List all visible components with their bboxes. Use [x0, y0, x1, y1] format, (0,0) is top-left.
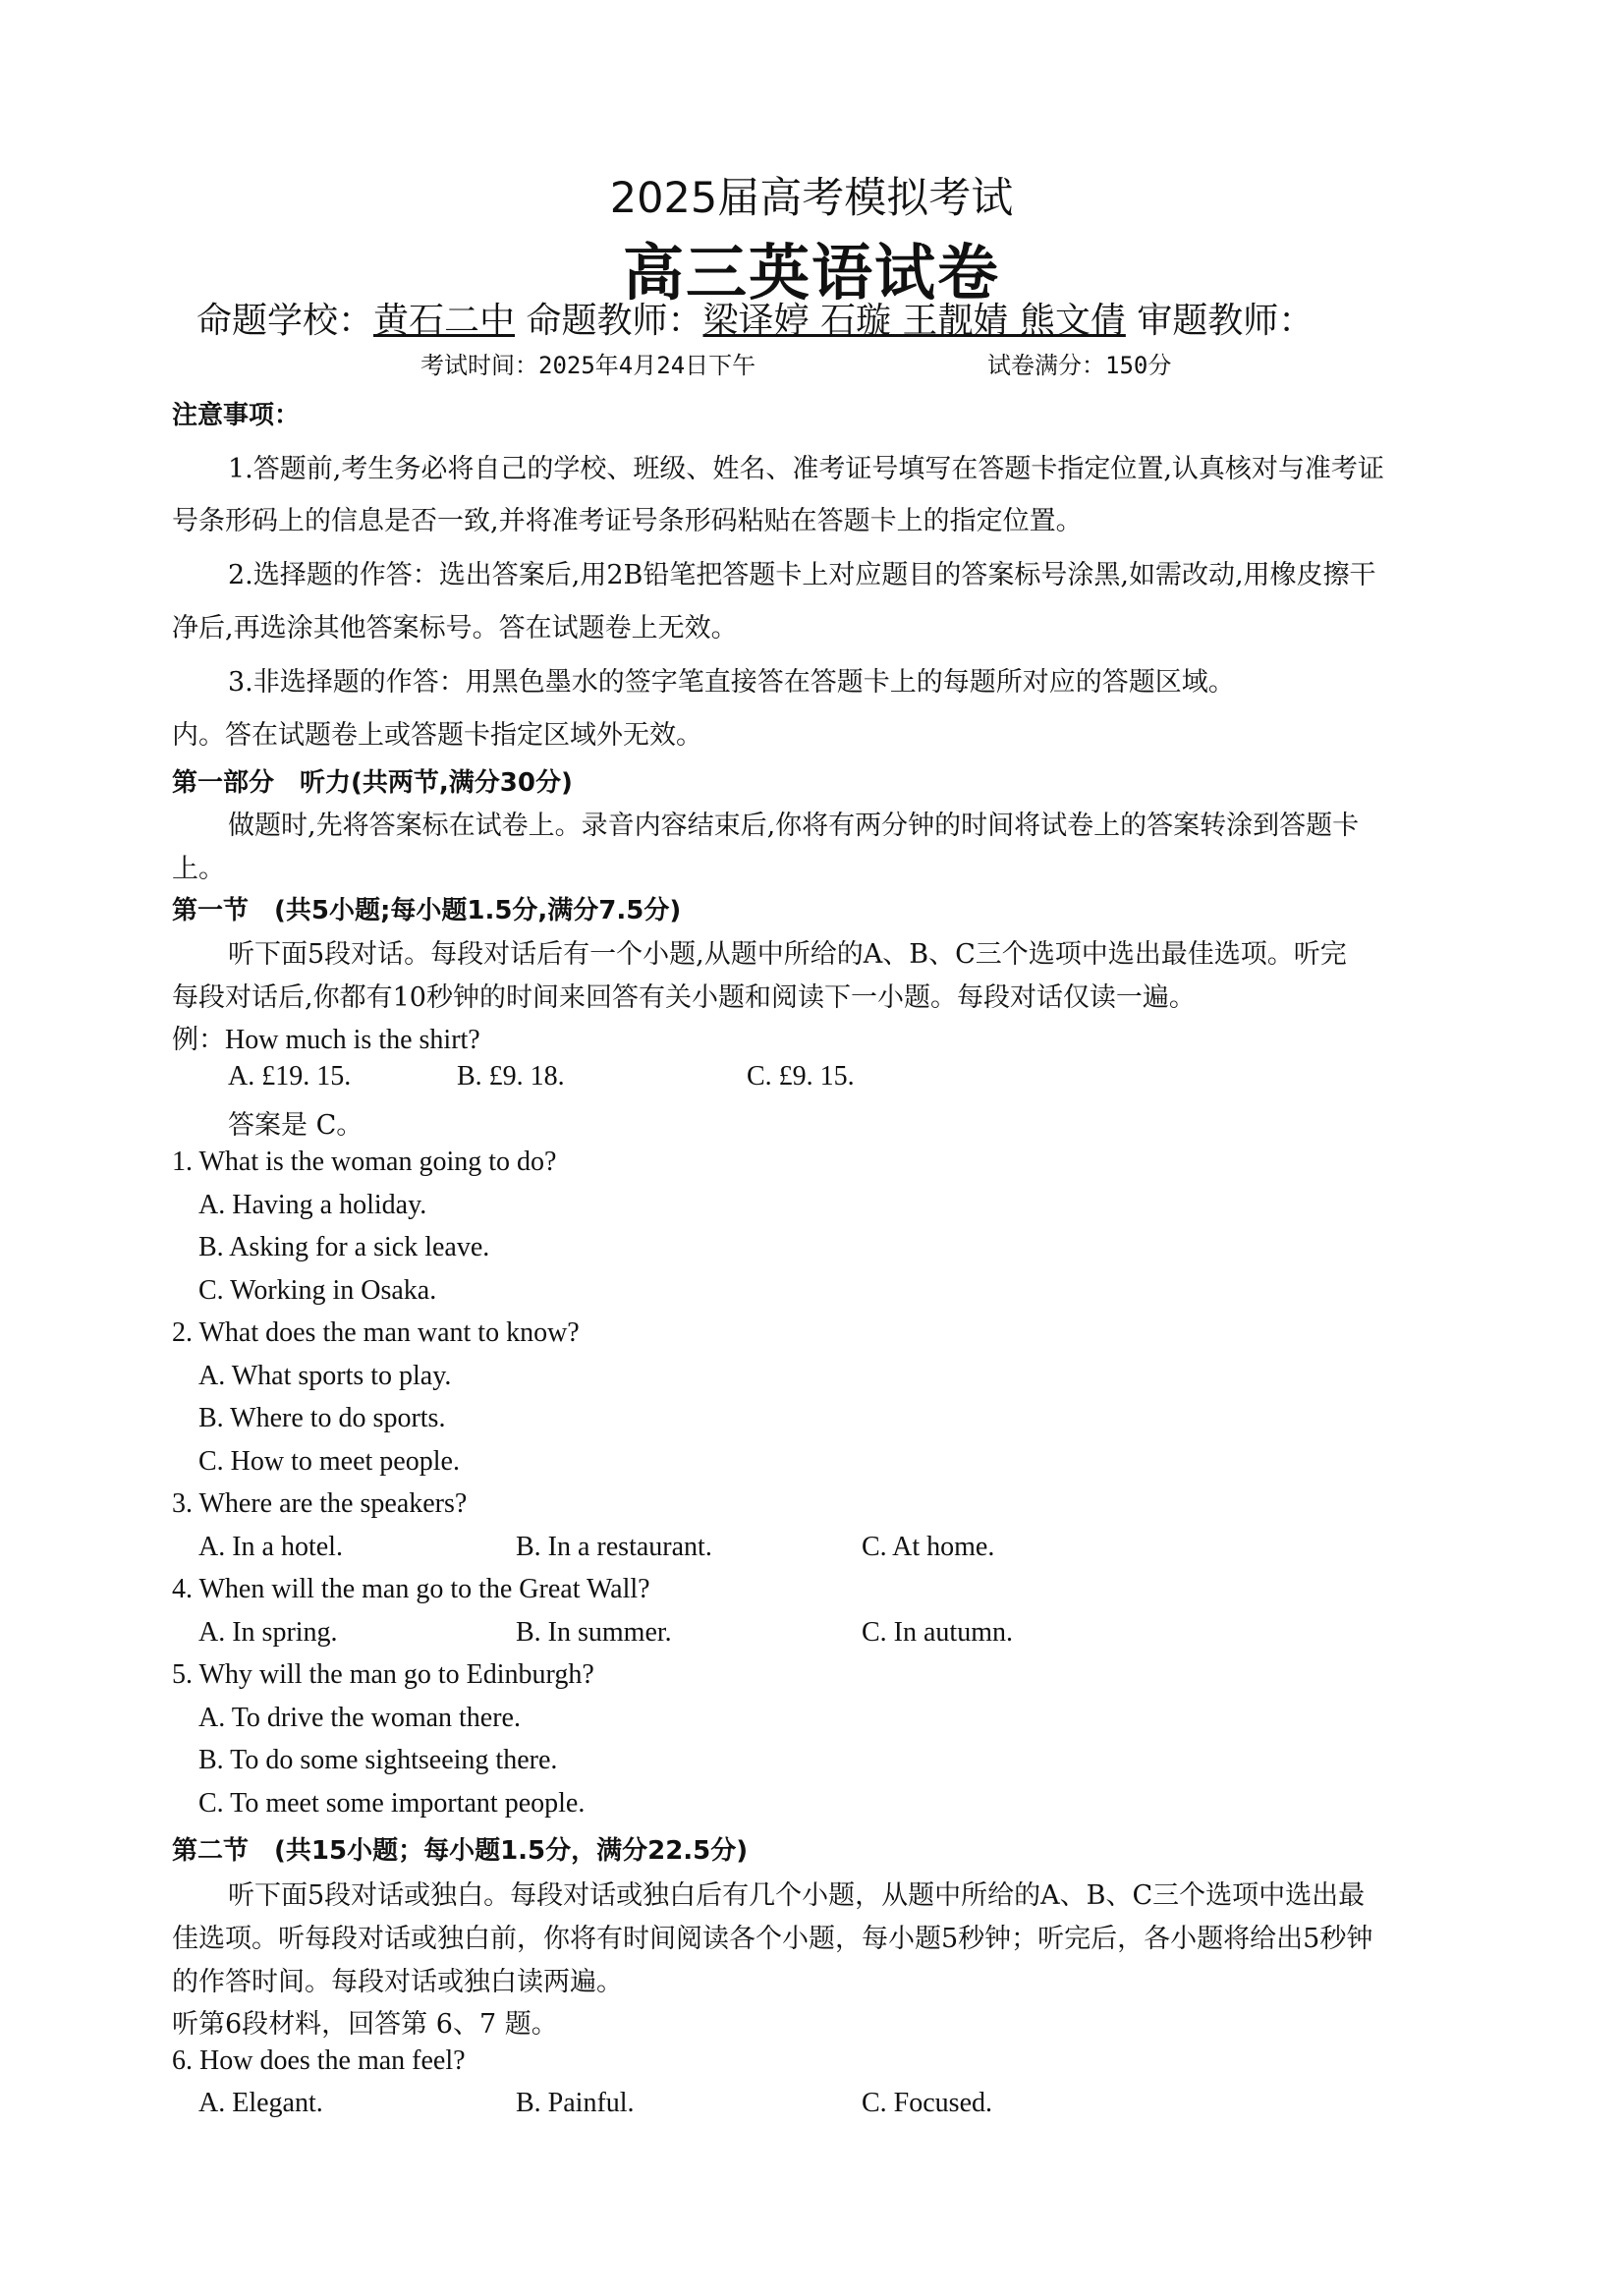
q4-option-a: A. In spring.: [198, 1617, 338, 1648]
example-option-c: C. £9. 15.: [747, 1061, 855, 1092]
q3-option-c: C. At home.: [862, 1532, 995, 1562]
section1-intro-line-2: 每段对话后,你都有10秒钟的时间来回答有关小题和阅读下一小题。每段对话仅读一遍。: [172, 982, 1196, 1013]
q5-option-c: C. To meet some important people.: [198, 1788, 586, 1819]
example-option-b: B. £9. 18.: [457, 1061, 565, 1092]
section2-heading: 第二节 (共15小题；每小题1.5分，满分22.5分): [172, 1836, 749, 1866]
example-answer: 答案是 C。: [228, 1110, 364, 1141]
q6-option-c: C. Focused.: [862, 2088, 992, 2118]
example-label: 例：: [172, 1025, 225, 1055]
question-5: 5. Why will the man go to Edinburgh?: [172, 1659, 594, 1690]
section1-intro-line-1: 听下面5段对话。每段对话后有一个小题,从题中所给的A、B、C三个选项中选出最佳选项。听完: [228, 939, 1347, 970]
question-4: 4. When will the man go to the Great Wall?: [172, 1574, 650, 1604]
reviewer-label: 审题教师：: [1137, 301, 1315, 341]
q1-option-c: C. Working in Osaka.: [198, 1275, 437, 1306]
q3-option-a: A. In a hotel.: [198, 1532, 343, 1562]
question-2: 2. What does the man want to know?: [172, 1317, 580, 1348]
note-1-line-1: 1.答题前,考生务必将自己的学校、班级、姓名、准考证号填写在答题卡指定位置,认真核对与准考证: [228, 454, 1384, 484]
section2-intro-line-1: 听下面5段对话或独白。每段对话或独白后有几个小题，从题中所给的A、B、C三个选项中选出最: [228, 1880, 1366, 1911]
note-1-line-2: 号条形码上的信息是否一致,并将准考证号条形码粘贴在答题卡上的指定位置。: [172, 506, 1083, 536]
exam-time: 考试时间：2025年4月24日下午: [420, 352, 756, 379]
teachers-names: 梁译婷 石璇 王靓婧 熊文倩: [702, 301, 1126, 341]
q4-option-b: B. In summer.: [516, 1617, 672, 1648]
note-3-line-1: 3.非选择题的作答：用黑色墨水的签字笔直接答在答题卡上的每题所对应的答题区域。: [228, 667, 1235, 698]
full-score: 试卷满分：150分: [987, 352, 1172, 379]
q1-option-b: B. Asking for a sick leave.: [198, 1232, 490, 1262]
example-question-text: How much is the shirt?: [225, 1025, 480, 1055]
notes-heading: 注意事项：: [172, 401, 301, 430]
section1-heading: 第一节 (共5小题;每小题1.5分,满分7.5分): [172, 896, 682, 925]
paper-title: 高三英语试卷: [622, 237, 1000, 308]
note-2-line-2: 净后,再选涂其他答案标号。答在试题卷上无效。: [172, 613, 738, 644]
note-3-line-2: 内。答在试题卷上或答题卡指定区域外无效。: [172, 720, 702, 751]
q6-option-a: A. Elegant.: [198, 2088, 323, 2118]
material-6-instruction: 听第6段材料，回答第 6、7 题。: [172, 2009, 558, 2040]
part1-heading: 第一部分 听力(共两节,满分30分): [172, 768, 573, 798]
q3-option-b: B. In a restaurant.: [516, 1532, 712, 1562]
q6-option-b: B. Painful.: [516, 2088, 635, 2118]
q1-option-a: A. Having a holiday.: [198, 1190, 427, 1220]
exam-name: 2025届高考模拟考试: [609, 174, 1014, 223]
question-1: 1. What is the woman going to do?: [172, 1147, 557, 1177]
q4-option-c: C. In autumn.: [862, 1617, 1013, 1648]
example-question: [172, 1018, 480, 1056]
school-label: 命题学校：: [196, 301, 374, 341]
teachers-label: 命题教师：: [526, 301, 703, 341]
q2-option-c: C. How to meet people.: [198, 1446, 460, 1477]
q2-option-b: B. Where to do sports.: [198, 1403, 446, 1433]
question-6: 6. How does the man feel?: [172, 2045, 466, 2076]
part1-intro-line-1: 做题时,先将答案标在试卷上。录音内容结束后,你将有两分钟的时间将试卷上的答案转涂到答题卡: [228, 811, 1360, 841]
part1-intro-line-2: 上。: [172, 854, 225, 884]
example-option-a: A. £19. 15.: [228, 1061, 352, 1092]
section2-intro-line-3: 的作答时间。每段对话或独白读两遍。: [172, 1967, 623, 1997]
note-2-line-1: 2.选择题的作答：选出答案后,用2B铅笔把答题卡上对应题目的答案标号涂黑,如需改动,用橡皮擦干: [228, 560, 1376, 590]
school-name: 黄石二中: [373, 301, 516, 341]
section2-intro-line-2: 佳选项。听每段对话或独白前，你将有时间阅读各个小题，每小题5秒钟；听完后，各小题将给出5秒钟: [172, 1924, 1373, 1954]
question-3: 3. Where are the speakers?: [172, 1488, 468, 1519]
q5-option-a: A. To drive the woman there.: [198, 1703, 521, 1733]
q2-option-a: A. What sports to play.: [198, 1361, 452, 1391]
q5-option-b: B. To do some sightseeing there.: [198, 1745, 558, 1775]
author-line: [196, 293, 1314, 343]
